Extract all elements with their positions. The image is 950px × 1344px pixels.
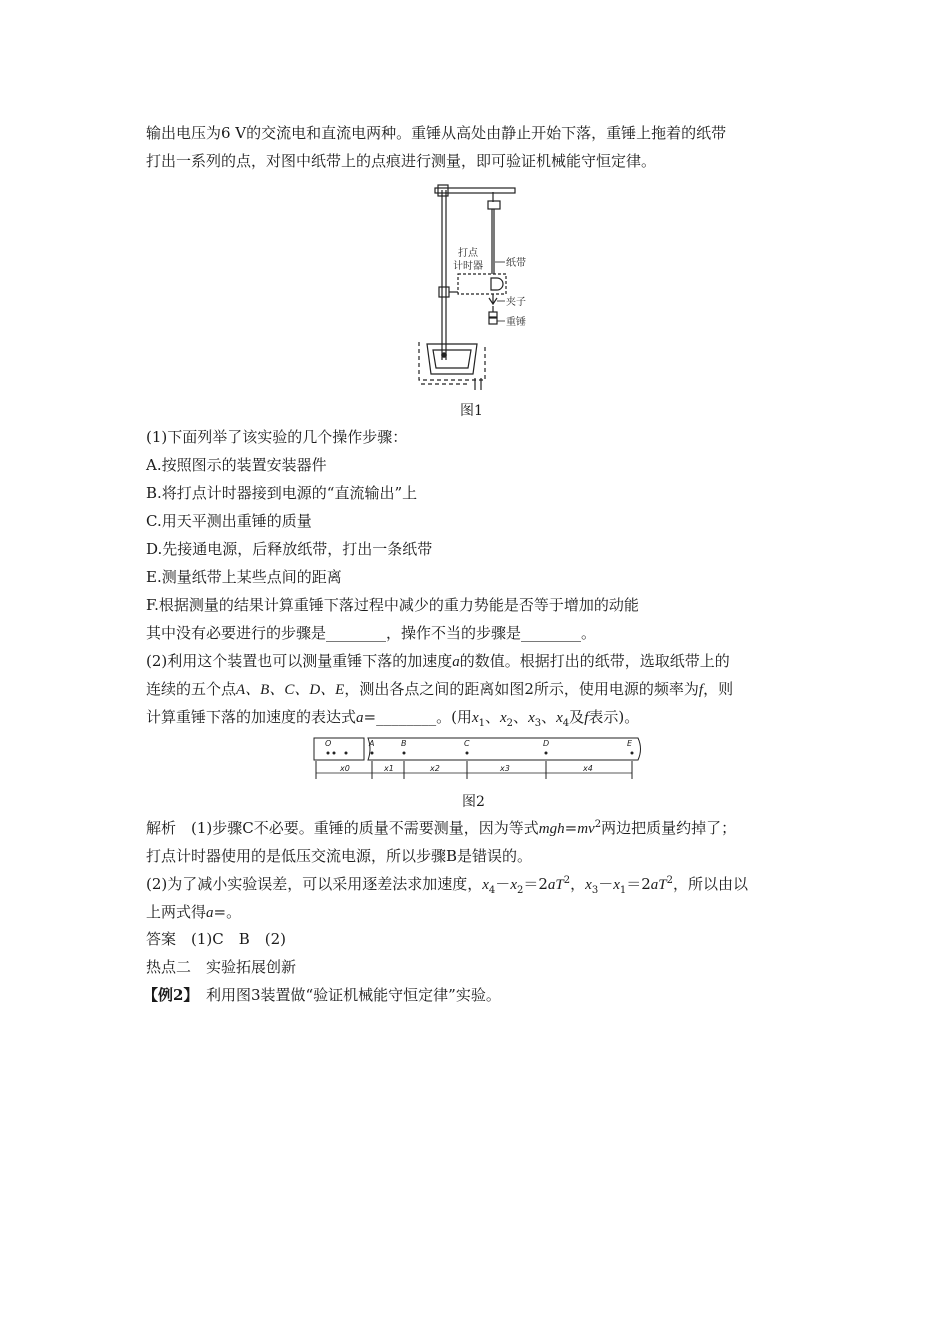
- analysis-l3-f4: ＝2: [626, 875, 651, 893]
- intro-line-1: 输出电压为6 V的交流电和直流电两种。重锤从高处由静止开始下落，重锤上拖着的纸带: [146, 124, 727, 142]
- tape-point-b: B: [401, 739, 407, 748]
- analysis-heading: 解析: [146, 819, 177, 837]
- q2-l3-f: f: [584, 710, 589, 726]
- analysis-l3-e3s: 2: [516, 885, 524, 896]
- analysis-l3-post: ，所以由以: [673, 875, 749, 893]
- tape-x0: x0: [340, 764, 350, 773]
- q2-l3-and: 及: [569, 708, 585, 726]
- tape-x1: x1: [384, 764, 394, 773]
- example-body: 利用图3装置做“验证机械能守恒定律”实验。: [205, 986, 501, 1004]
- analysis-line-1: [146, 818, 736, 839]
- tape-x4: x4: [583, 764, 593, 773]
- q1-step-a: A.按照图示的装置安装器件: [146, 456, 327, 474]
- q2-l3-pre: 计算重锤下落的加速度的表达式: [146, 708, 357, 726]
- q2-l3-x4: x: [556, 710, 563, 726]
- label-weight: 重锤: [506, 317, 526, 328]
- tape-point-e: E: [627, 739, 633, 748]
- q2-l1-pre: (2)利用这个装置也可以测量重锤下落的加速度: [146, 652, 453, 670]
- tape-point-d: D: [543, 739, 550, 748]
- label-clip: 夹子: [506, 297, 526, 308]
- tape-x3: x3: [500, 764, 510, 773]
- analysis-l3-comma: ，: [570, 875, 586, 893]
- q1-step-d: D.先接通电源，后释放纸带，打出一条纸带: [146, 540, 433, 558]
- analysis-line-3: [146, 874, 748, 895]
- figure-1-caption: 图1: [460, 403, 483, 419]
- q2-line-2: [146, 679, 733, 700]
- figure-2-caption: 图2: [462, 794, 485, 810]
- analysis-l4-pre: 上两式得: [146, 903, 207, 921]
- analysis-l3-f3: x: [613, 877, 620, 893]
- q1-step-b: B.将打点计时器接到电源的“直流输出”上: [146, 484, 418, 502]
- figure-1-apparatus: [405, 182, 545, 392]
- q2-l2-post: ，测出各点之间的距离如图2所示，使用电源的频率为: [344, 680, 699, 698]
- label-timer-2: 计时器: [453, 261, 483, 272]
- q2-l3-var: a: [356, 710, 364, 726]
- label-tape: 纸带: [506, 258, 526, 269]
- analysis-l3-e1: x: [482, 877, 489, 893]
- q2-line-1: [146, 651, 730, 672]
- analysis-line-2: 打点计时器使用的是低压交流电源，所以步骤B是错误的。: [146, 847, 533, 865]
- analysis-l3-f1: x: [585, 877, 592, 893]
- q2-l3-x1: x: [471, 710, 479, 726]
- q2-l3-mid: =________。(用: [363, 708, 472, 726]
- analysis-l3-f1s: 3: [591, 885, 599, 896]
- answer-body: (1)C B (2): [191, 930, 287, 948]
- q1-intro: (1)下面列举了该实验的几个操作步骤：: [146, 428, 408, 446]
- analysis-l3-f2: －: [598, 875, 614, 893]
- analysis-l3-f5: aT: [650, 877, 667, 893]
- q2-line-3: 计算重锤下落的加速度的表达式a=________。(用$x_1$、$x_2$、$x_3$、$x_4$及f表示)。: [146, 708, 640, 729]
- analysis-l3-f5s: 2: [666, 875, 674, 886]
- example-tag: 【例2】: [143, 986, 191, 1004]
- analysis-l1-eq3: mv: [577, 821, 595, 837]
- analysis-l1-tail: 两边把质量约掉了；: [601, 819, 737, 837]
- analysis-line-4: [146, 902, 241, 923]
- q2-l3-sep2: 、: [513, 708, 529, 726]
- label-timer-1: 打点: [458, 248, 478, 259]
- analysis-l4-post: =。: [213, 903, 242, 921]
- q2-l2-end: ，则: [703, 680, 734, 698]
- tape-x2: x2: [430, 764, 440, 773]
- q1-step-f: F.根据测量的结果计算重锤下落过程中减少的重力势能是否等于增加的动能: [146, 596, 639, 614]
- q1-question: 其中没有必要进行的步骤是________，操作不当的步骤是________。: [146, 624, 597, 642]
- q1-step-e: E.测量纸带上某些点间的距离: [146, 568, 342, 586]
- analysis-l3-e2: －: [495, 875, 511, 893]
- q2-l2-points: A、B、C、D、E: [236, 682, 345, 698]
- q1-step-c: C.用天平测出重锤的质量: [146, 512, 312, 530]
- answer-heading: 答案: [146, 930, 177, 948]
- figure-2-tape: [312, 735, 652, 785]
- answer-line: [146, 929, 286, 949]
- analysis-l1-body: (1)步骤C不必要。重锤的质量不需要测量，因为等式: [191, 819, 539, 837]
- tape-point-a: A: [369, 739, 375, 748]
- tape-point-c: C: [464, 739, 470, 748]
- analysis-l3-e5: aT: [547, 877, 564, 893]
- intro-line-2: 打出一系列的点，对图中纸带上的点痕进行测量，即可验证机械能守恒定律。: [146, 152, 657, 170]
- q2-l1-var: a: [452, 654, 460, 670]
- analysis-l3-e1s: 4: [488, 885, 496, 896]
- analysis-l3-f3s: 1: [619, 885, 627, 896]
- q2-l1-post: 的数值。根据打出的纸带，选取纸带上的: [459, 652, 730, 670]
- q2-l3-end: 表示)。: [588, 708, 640, 726]
- analysis-l1-eq1: mgh: [538, 821, 565, 837]
- q2-l3-sep3: 、: [541, 708, 557, 726]
- analysis-l3-e5s: 2: [563, 875, 571, 886]
- tape-point-o: O: [325, 739, 332, 748]
- analysis-l4-var: a: [206, 905, 214, 921]
- q2-l2-pre: 连续的五个点: [146, 680, 237, 698]
- q2-l3-x3: x: [528, 710, 535, 726]
- analysis-l1-sup: 2: [594, 819, 602, 830]
- analysis-l3-pre: (2)为了减小实验误差，可以采用逐差法求加速度，: [146, 875, 483, 893]
- q2-l3-sep1: 、: [484, 708, 500, 726]
- q2-l2-f: f: [698, 682, 704, 698]
- analysis-l3-e3: x: [510, 877, 517, 893]
- q2-l3-x2: x: [500, 710, 507, 726]
- example-line: [143, 985, 501, 1005]
- analysis-l1-eq2: =: [564, 819, 578, 837]
- section-heading: 热点二 实验拓展创新: [146, 958, 297, 976]
- analysis-l3-e4: ＝2: [523, 875, 548, 893]
